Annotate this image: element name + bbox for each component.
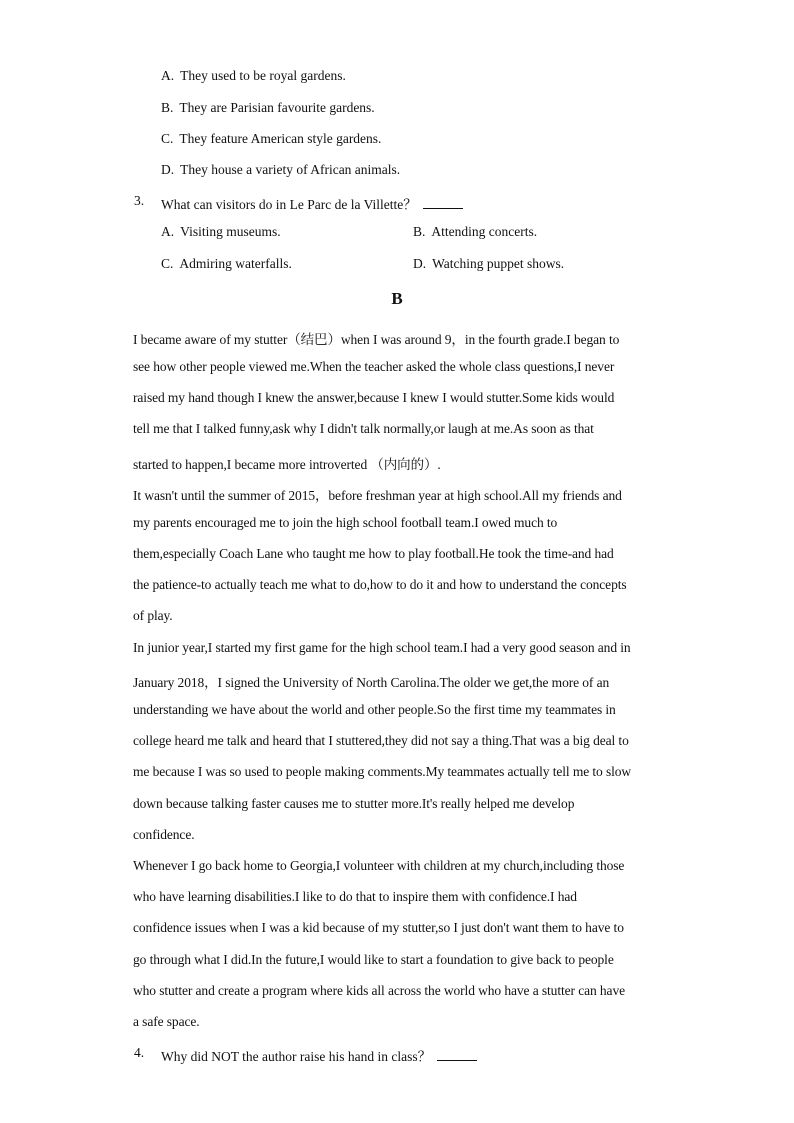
q2-option-a (161, 68, 346, 84)
q3-option-b (413, 224, 537, 240)
q3-text: What can visitors do in Le Parc de la Villette？ (161, 197, 417, 212)
passage-line: Whenever I go back home to Georgia,I volunteer with children at my church,including those (133, 858, 625, 873)
passage-line: of play. (133, 608, 173, 623)
section-title: B (391, 289, 403, 308)
option-letter: B. (413, 224, 426, 239)
passage-line: them,especially Coach Lane who taught me how to play football.He took the time-and had (133, 546, 614, 561)
option-letter: A. (161, 224, 175, 239)
q3-option-d (413, 256, 564, 272)
passage-line: In junior year,I started my first game for the high school team.I had a very good season and in (133, 640, 631, 655)
passage-line: It wasn't until the summer of 2015，before freshman year at high school.All my friends and (133, 488, 622, 503)
option-text: Watching puppet shows. (432, 256, 565, 271)
option-text: They are Parisian favourite gardens. (179, 100, 375, 115)
passage-line: understanding we have about the world and other people.So the first time my teammates in (133, 702, 616, 717)
q2-option-b (161, 100, 375, 116)
q3-option-a (161, 224, 281, 240)
option-text: They feature American style gardens. (179, 131, 382, 146)
answer-blank[interactable] (423, 196, 463, 209)
option-text: Attending concerts. (431, 224, 538, 239)
passage-line: confidence. (133, 827, 195, 842)
passage-line: go through what I did.In the future,I would like to start a foundation to give back to people (133, 952, 614, 967)
passage-line: started to happen,I became more introverted （内向的）. (133, 457, 441, 472)
option-text: They house a variety of African animals. (180, 162, 401, 177)
passage-line: college heard me talk and heard that I stuttered,they did not say a thing.That was a big deal to (133, 733, 629, 748)
passage-line: January 2018，I signed the University of North Carolina.The older we get,the more of an (133, 675, 610, 690)
q4-question (161, 1045, 477, 1065)
q3-question (161, 193, 463, 213)
option-letter: D. (413, 256, 427, 271)
passage-line: who have learning disabilities.I like to do that to inspire them with confidence.I had (133, 889, 577, 904)
option-text: They used to be royal gardens. (180, 68, 346, 83)
passage-line: the patience-to actually teach me what to do,how to do it and how to understand the concepts (133, 577, 627, 592)
q2-option-c (161, 131, 381, 147)
passage-line: who stutter and create a program where kids all across the world who have a stutter can have (133, 983, 625, 998)
passage-line: a safe space. (133, 1014, 200, 1029)
passage-line: tell me that I talked funny,ask why I didn't talk normally,or laugh at me.As soon as that (133, 421, 594, 436)
option-text: Visiting museums. (180, 224, 281, 239)
option-letter: B. (161, 100, 174, 115)
passage-line: my parents encouraged me to join the high school football team.I owed much to (133, 515, 558, 530)
option-letter: C. (161, 256, 174, 271)
passage-line: me because I was so used to people making comments.My teammates actually tell me to slow (133, 764, 632, 779)
q4-number: 4. (134, 1045, 145, 1060)
passage-line: down because talking faster causes me to stutter more.It's really helped me develop (133, 796, 575, 811)
option-text: Admiring waterfalls. (179, 256, 292, 271)
passage-line: see how other people viewed me.When the teacher asked the whole class questions,I never (133, 359, 615, 374)
option-letter: C. (161, 131, 174, 146)
passage-line: I became aware of my stutter（结巴）when I was around 9，in the fourth grade.I began to (133, 332, 620, 347)
q3-option-c (161, 256, 292, 272)
q3-number: 3. (134, 193, 145, 208)
option-letter: D. (161, 162, 175, 177)
passage-line: raised my hand though I knew the answer,because I knew I would stutter.Some kids would (133, 390, 615, 405)
q4-text: Why did NOT the author raise his hand in class？ (161, 1049, 432, 1064)
option-letter: A. (161, 68, 175, 83)
passage-line: confidence issues when I was a kid because of my stutter,so I just don't want them to have to (133, 920, 624, 935)
q2-option-d (161, 162, 400, 178)
answer-blank[interactable] (437, 1048, 477, 1061)
